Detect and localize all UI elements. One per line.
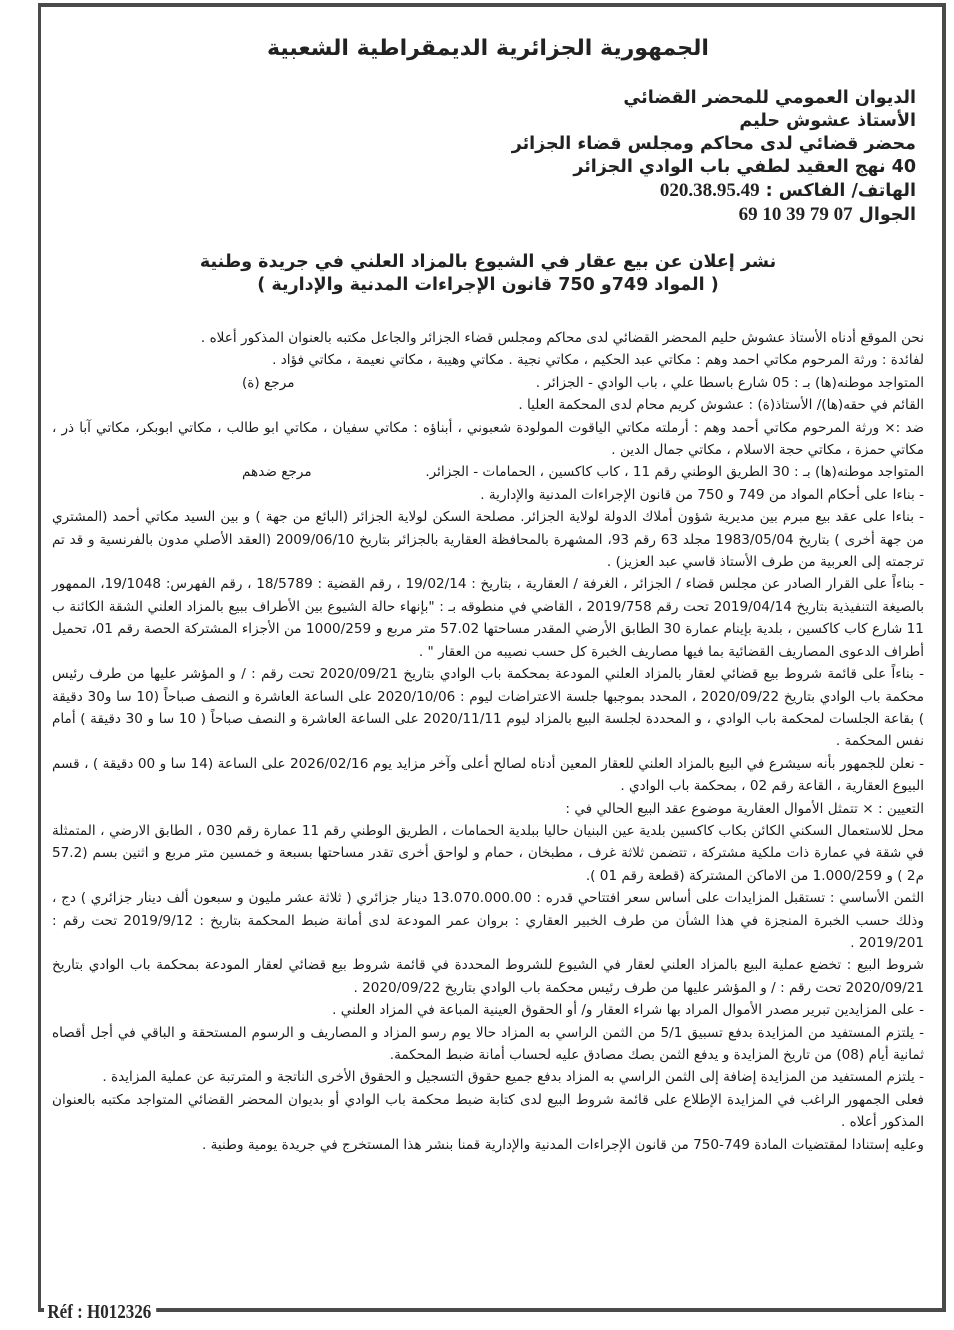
notice-title-line-1: نشر إعلان عن بيع عقار في الشيوع بالمزاد العلني في جريدة وطنية: [199, 252, 777, 272]
public-notice: فعلى الجمهور الراغب في المزايدة الإطلاع على قائمة شروط البيع لدى كتابة ضبط محكمة باب الوادي أو بديوان المحضر القضائي المتواجد مكتبه بالعنوان المذكور أعلاه .: [52, 1091, 924, 1131]
office-address: 40 نهج العقيد لطفي باب الوادي الجزائر: [573, 157, 916, 177]
beneficiary-address: المتواجد موطنه(ها) بـ : 05 شارع باسطا علي ، باب الوادي - الجزائر .: [535, 374, 924, 391]
beneficiary-reference: مرجع (ة): [242, 374, 295, 391]
condition-2: - يلتزم المستفيد من المزايدة بدفع تسبيق 5/1 من الثمن الراسي به المزاد حالا يوم رسو المزاد و المصاريف و الرسوم المستحقة و الباقي في أجل أقصاه ثمانية أيام (08) من تاريخ المزايدة و يدفع الثمن بصك مصادق عليه لحساب أمانة ضبط المحكمة.: [52, 1024, 925, 1063]
border-bottom: [38, 1308, 946, 1312]
phone-label: الهاتف/ الفاكس :: [765, 181, 916, 201]
intro-paragraph: نحن الموقع أدناه الأستاذ عشوش حليم المحضر القضائي لدى محاكم ومجلس قضاء الجزائر والجاعل مكتبه بالعنوان المذكور أعلاه .: [200, 330, 924, 346]
base-price: الثمن الأساسي : تستقبل المزايدات على أساس سعر افتتاحي قدره : 13.070.000.00 دينار جزائري ( ثلاثة عشر مليون و سبعون ألف دينار جزائري ) دج ، وذلك حسب الخبرة المنجزة في هذا الشأن من طرف الخبير العقاري : بروان عمر المودعة لدى أمانة ضبط المحكمة بتاريخ : 2019/9/12 تحت رقم : 2019/201 .: [52, 890, 924, 951]
closing-statement: وعليه إستنادا لمقتضيات المادة 749-750 من قانون الإجراءات المدنية والإدارية قمنا بنشر هذا المستخرج في جريدة يومية وطنية .: [202, 1136, 924, 1153]
reference-code: Réf : H012326: [44, 1301, 156, 1324]
office-name: الديوان العمومي للمحضر القضائي: [623, 88, 916, 108]
auction-announcement: - نعلن للجمهور بأنه سيشرع في البيع بالمزاد العلني للعقار المعين أدناه لصالح أعلى وآخر مزايد يوم 2026/02/16 على الساعة (14 سا و 00 دقيقة ) ، قسم البيوع العقارية ، القاعة رقم 02 ، بمحكمة باب الوادي .: [52, 755, 924, 795]
designation-heading: التعيين : × تتمثل الأموال العقارية موضوع عقد البيع الحالي في :: [565, 800, 924, 817]
border-top: [38, 3, 946, 7]
mobile-value: 07 79 39 10 69: [738, 204, 853, 225]
phone-line: [52, 179, 916, 203]
bailiff-name: الأستاذ عشوش حليم: [739, 111, 916, 131]
property-designation: محل للاستعمال السكني الكائن بكاب كاكسين بلدية عين البنيان حاليا ببلدية الحمامات ، الطريق الوطني رقم 11 عمارة رقم 030 ، الطابق الارضي ، المتمثلة في شقة في عمارة ذات ملكية مشتركة ، تتضمن ثلاثة غرف ، مطبخان ، حمام و لواحق أخرى تقدر مساحتها بسبعة و خمسين متر مربع و اثنين بسم (57.2 م2 ) و 1.000/259 من الاماكن المشتركة (قطعة رقم 01 ).: [52, 822, 925, 884]
mobile-line: [52, 203, 916, 227]
mobile-label: الجوال: [858, 205, 916, 225]
bailiff-office-block: [52, 87, 924, 227]
basis-conditions: - بناءاً على قائمة شروط بيع قضائي لعقار بالمزاد العلني المودعة بمحكمة باب الوادي بتاريخ 2020/09/21 تحت رقم : / و المؤشر عليها من طرف رئيس محكمة باب الوادي بتاريخ 2020/09/22 ، المحدد بموجبها جلسة الاعتراضات ليوم : 2020/10/06 على الساعة العاشرة و النصف صباحاً (10 سا و30 دقيقة ) بقاعة الجلسات لمحكمة باب الوادي ، و المحددة لجلسة البيع بالمزاد ليوم 2020/11/11 على الساعة العاشرة و النصف صباحاً ( 10 سا و 30 دقيقة ) أمام نفس المحكمة .: [52, 666, 925, 750]
against-address-row: [52, 461, 924, 483]
border-right: [942, 3, 946, 1310]
condition-1: - على المزايدين تبرير مصدر الأموال المراد بها شراء العقار و/ أو الحقوق العينية المباعة في المزاد العلني .: [332, 1002, 924, 1019]
bailiff-jurisdiction: محضر قضائي لدى محاكم ومجلس قضاء الجزائر: [511, 134, 916, 154]
country-heading: الجمهورية الجزائرية الديمقراطية الشعبية: [267, 36, 709, 61]
notice-title: [52, 251, 924, 297]
beneficiary-paragraph: لفائدة : ورثة المرحوم مكاتي احمد وهم : مكاتي عبد الحكيم ، مكاتي نجية . مكاتي وهيبة ، مكاتي نعيمة ، مكاتي فؤاد .: [272, 352, 924, 369]
border-left: [38, 3, 41, 1310]
notice-body: [52, 327, 924, 1156]
against-paragraph: ضد :× ورثة المرحوم مكاتي أحمد وهم : أرملته مكاتي الياقوت المولودة شعبوني ، أبناؤه : مكاتي سفيان ، مكاتي ابو طالب ، مكاتي ابوبكر، مكاتي آبا ذر ، مكاتي حمزة ، مكاتي حجة الاسلام ، مكاتي جمال الدين .: [52, 419, 924, 459]
notice-document: [52, 28, 924, 1156]
sale-conditions: شروط البيع : تخضع عملية البيع بالمزاد العلني لعقار في الشيوع للشروط المحددة في قائمة شروط بيع قضائي لعقار المودعة بمحكمة باب الوادي بتاريخ 2020/09/21 تحت رقم : / و المؤشر عليها من طرف رئيس محكمة باب الوادي بتاريخ 2020/09/22 .: [52, 957, 924, 996]
lawyer-paragraph: القائم في حقه(ها)/ الأستاذ(ة) : عشوش كريم محام لدى المحكمة العليا .: [518, 397, 924, 414]
against-address: المتواجد موطنه(ها) بـ : 30 الطريق الوطني رقم 11 ، كاب كاكسين ، الحمامات - الجزائر.: [425, 464, 924, 481]
basis-decision: - بناءاً على القرار الصادر عن مجلس قضاء / الجزائر ، الغرفة / العقارية ، بتاريخ : 19/02/14 ، رقم القضية : 18/5789 ، رقم الفهرس: 19/1048، الممهور بالصيغة التنفيذية بتاريخ 2019/04/14 تحت رقم 2019/758 ، القاضي في منطوقه بـ : "بإنهاء حالة الشيوع بين الأطراف ببيع بالمزاد العلني الشقة الكائنة ب 11 شارع كاب كاكسين ، بلدية بإينام عمارة 30 الطابق الأرضي المقدر مساحتها 57.02 متر مربع و 1000/259 من الأجزاء المشتركة الحصة رقم 01، تحميل أطراف الدعوى المصاريف القضائية بما فيها مصاريف الخبرة كل حسب نصيبه من العقار " .: [52, 576, 925, 660]
phone-value: 020.38.95.49: [659, 180, 760, 201]
basis-articles: - بناءا على أحكام المواد من 749 و 750 من قانون الإجراءات المدنية والإدارية .: [480, 486, 924, 503]
beneficiary-address-row: [52, 372, 924, 394]
notice-title-line-2: ( المواد 749و 750 قانون الإجراءات المدنية والإدارية ): [257, 275, 719, 295]
against-reference: مرجع ضدهم: [242, 464, 312, 481]
basis-contract: - بناءا على عقد بيع مبرم بين مديرية شؤون أملاك الدولة لولاية الجزائر. مصلحة السكن لولاية الجزائر (البائع من جهة ) و بين السيد مكاتي أحمد (المشتري من جهة أخرى ) بتاريخ 1983/05/04 مجلد 63 رقم 93، المشهرة بالمحافظة العقارية بالجزائر بتاريخ 2009/06/10 (العقد الأصلي مدون بالفرنسية و قد تم ترجمته إلى العربية من طرف الأستاذ قاسي عبد العزيز) .: [52, 509, 924, 571]
condition-3: - يلتزم المستفيد من المزايدة إضافة إلى الثمن الراسي به المزاد بدفع جميع حقوق التسجيل و الحقوق الأخرى الناتجة و المترتبة عن عملية المزايدة .: [102, 1069, 924, 1086]
